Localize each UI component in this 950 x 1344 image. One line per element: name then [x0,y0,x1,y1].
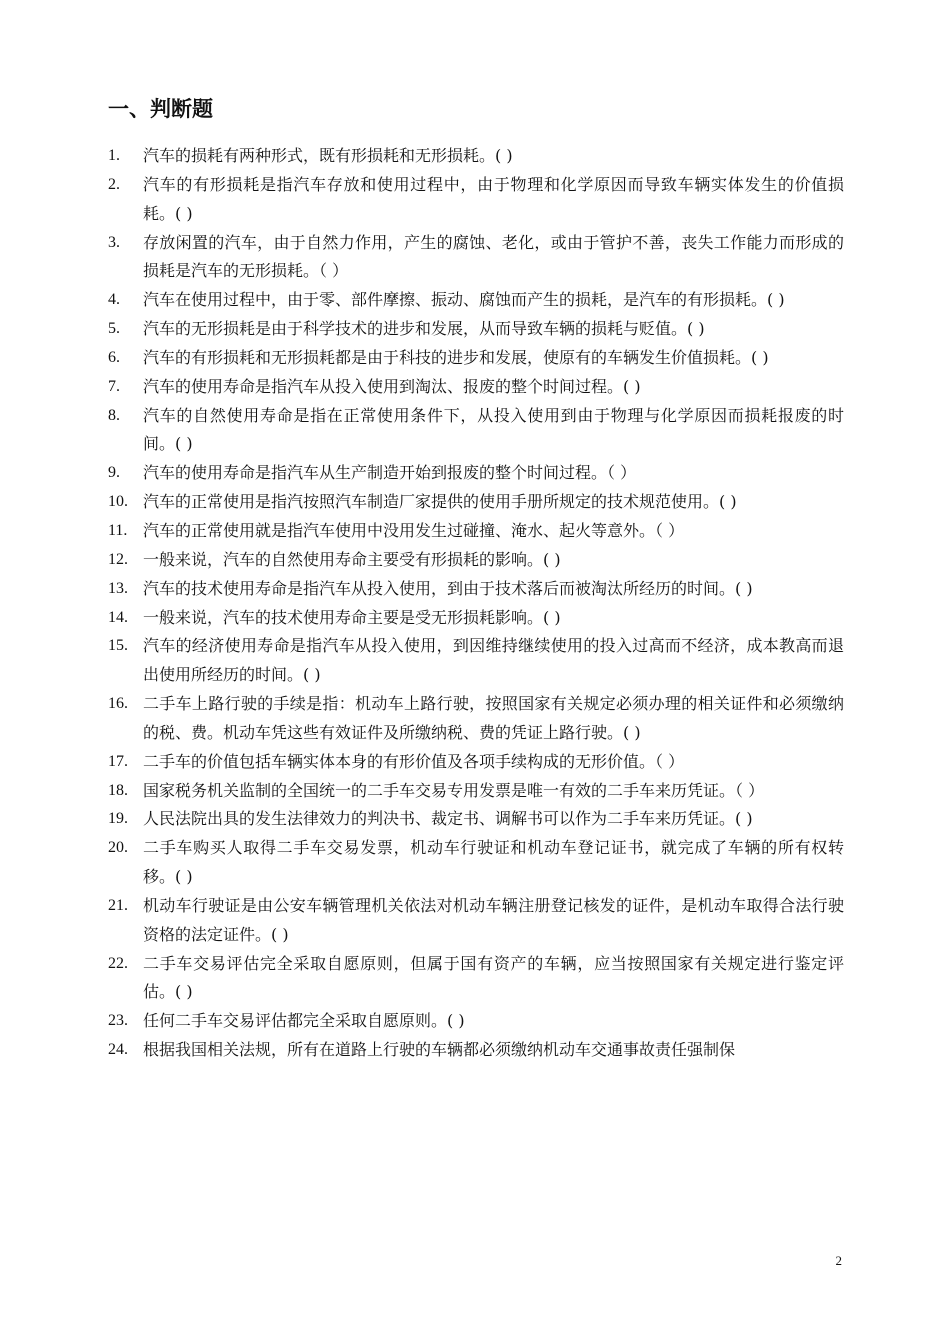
question-text: 汽车的使用寿命是指汽车从投入使用到淘汰、报废的整个时间过程。( ) [143,376,641,396]
question-item [108,142,844,171]
question-text: 汽车在使用过程中，由于零、部件摩擦、振动、腐蚀而产生的损耗，是汽车的有形损耗。( ) [143,290,785,310]
question-text: 汽车的有形损耗和无形损耗都是由于科技的进步和发展，使原有的车辆发生价值损耗。( ) [143,347,769,367]
question-number: 1. [108,147,120,164]
question-item [108,402,844,460]
question-number: 9. [108,464,120,482]
question-number: 3. [108,233,120,251]
question-text: 一般来说，汽车的自然使用寿命主要受有形损耗的影响。( ) [143,549,561,569]
question-text: 二手车的价值包括车辆实体本身的有形价值及各项手续构成的无形价值。（ ） [143,751,685,771]
question-item [108,748,844,777]
question-text: 汽车的技术使用寿命是指汽车从投入使用，到由于技术落后而被淘汰所经历的时间。( ) [143,578,753,598]
question-number: 20. [108,839,128,857]
question-item [108,604,844,633]
question-item [108,373,844,402]
question-text: 汽车的无形损耗是由于科学技术的进步和发展，从而导致车辆的损耗与贬值。( ) [143,319,705,339]
question-number: 4. [108,291,120,309]
question-item [108,315,844,344]
question-text: 汽车的使用寿命是指汽车从生产制造开始到报废的整个时间过程。（ ） [143,463,637,483]
question-text: 任何二手车交易评估都完全采取自愿原则。( ) [143,1011,465,1031]
question-number: 19. [108,810,128,828]
question-item [108,286,844,315]
question-item [108,517,844,546]
question-item [108,1007,844,1036]
question-number: 24. [108,1041,128,1059]
question-number: 23. [108,1012,128,1030]
question-item [108,546,844,575]
section-title: 一、判断题 [108,97,213,121]
question-number: 14. [108,608,128,626]
question-text: 一般来说，汽车的技术使用寿命主要是受无形损耗影响。( ) [143,607,561,627]
question-item [108,344,844,373]
question-number: 22. [108,954,128,972]
question-item [108,229,844,287]
question-text: 人民法院出具的发生法律效力的判决书、裁定书、调解书可以作为二手车来历凭证。( ) [143,809,753,829]
question-item [108,1036,844,1065]
question-text: 汽车的正常使用是指汽按照汽车制造厂家提供的使用手册所规定的技术规范使用。( ) [143,492,737,512]
question-text: 二手车上路行驶的手续是指：机动车上路行驶，按照国家有关规定必须办理的相关证件和必须缴纳的税、费。机动车凭这些有效证件及所缴纳税、费的凭证上路行驶。( ) [143,694,844,742]
question-number: 17. [108,752,128,770]
question-number: 7. [108,377,120,395]
question-number: 18. [108,781,128,799]
question-number: 2. [108,175,120,193]
question-item [108,488,844,517]
question-item [108,892,844,950]
question-number: 13. [108,579,128,597]
question-text: 国家税务机关监制的全国统一的二手车交易专用发票是唯一有效的二手车来历凭证。（ ） [143,780,765,800]
question-number: 21. [108,896,128,914]
question-text: 根据我国相关法规，所有在道路上行驶的车辆都必须缴纳机动车交通事故责任强制保 [143,1040,736,1060]
question-item [108,690,844,748]
question-item [108,834,844,892]
question-text: 存放闲置的汽车，由于自然力作用，产生的腐蚀、老化，或由于管护不善，丧失工作能力而形成的损耗是汽车的无形损耗。（ ） [143,232,844,281]
question-text: 汽车的经济使用寿命是指汽车从投入使用，到因维持继续使用的投入过高而不经济，成本教高而退出使用所经历的时间。( ) [143,636,844,685]
question-item [108,950,844,1008]
question-number: 8. [108,406,120,424]
question-number: 16. [108,695,128,713]
question-text: 汽车的自然使用寿命是指在正常使用条件下，从投入使用到由于物理与化学原因而损耗报废的时间。( ) [143,405,844,454]
question-item [108,805,844,834]
question-item [108,575,844,604]
question-item [108,171,844,229]
question-item [108,459,844,488]
page-number: 2 [835,1253,842,1268]
question-number: 12. [108,550,128,568]
question-text: 汽车的有形损耗是指汽车存放和使用过程中，由于物理和化学原因而导致车辆实体发生的价值损耗。( ) [143,174,844,223]
question-number: 5. [108,320,120,338]
question-item [108,632,844,690]
question-number: 6. [108,348,120,366]
question-number: 15. [108,637,128,655]
question-list [108,142,844,1065]
question-text: 汽车的损耗有两种形式，既有形损耗和无形损耗。( ) [143,146,513,165]
question-text: 二手车交易评估完全采取自愿原则，但属于国有资产的车辆，应当按照国家有关规定进行鉴定评估。( ) [143,953,844,1002]
question-number: 10. [108,493,128,511]
question-text: 二手车购买人取得二手车交易发票，机动车行驶证和机动车登记证书，就完成了车辆的所有权转移。( ) [143,838,844,887]
question-text: 机动车行驶证是由公安车辆管理机关依法对机动车辆注册登记核发的证件，是机动车取得合法行驶资格的法定证件。( ) [143,895,844,944]
question-text: 汽车的正常使用就是指汽车使用中没用发生过碰撞、淹水、起火等意外。（ ） [143,520,685,540]
question-number: 11. [108,521,128,539]
question-item [108,777,844,806]
